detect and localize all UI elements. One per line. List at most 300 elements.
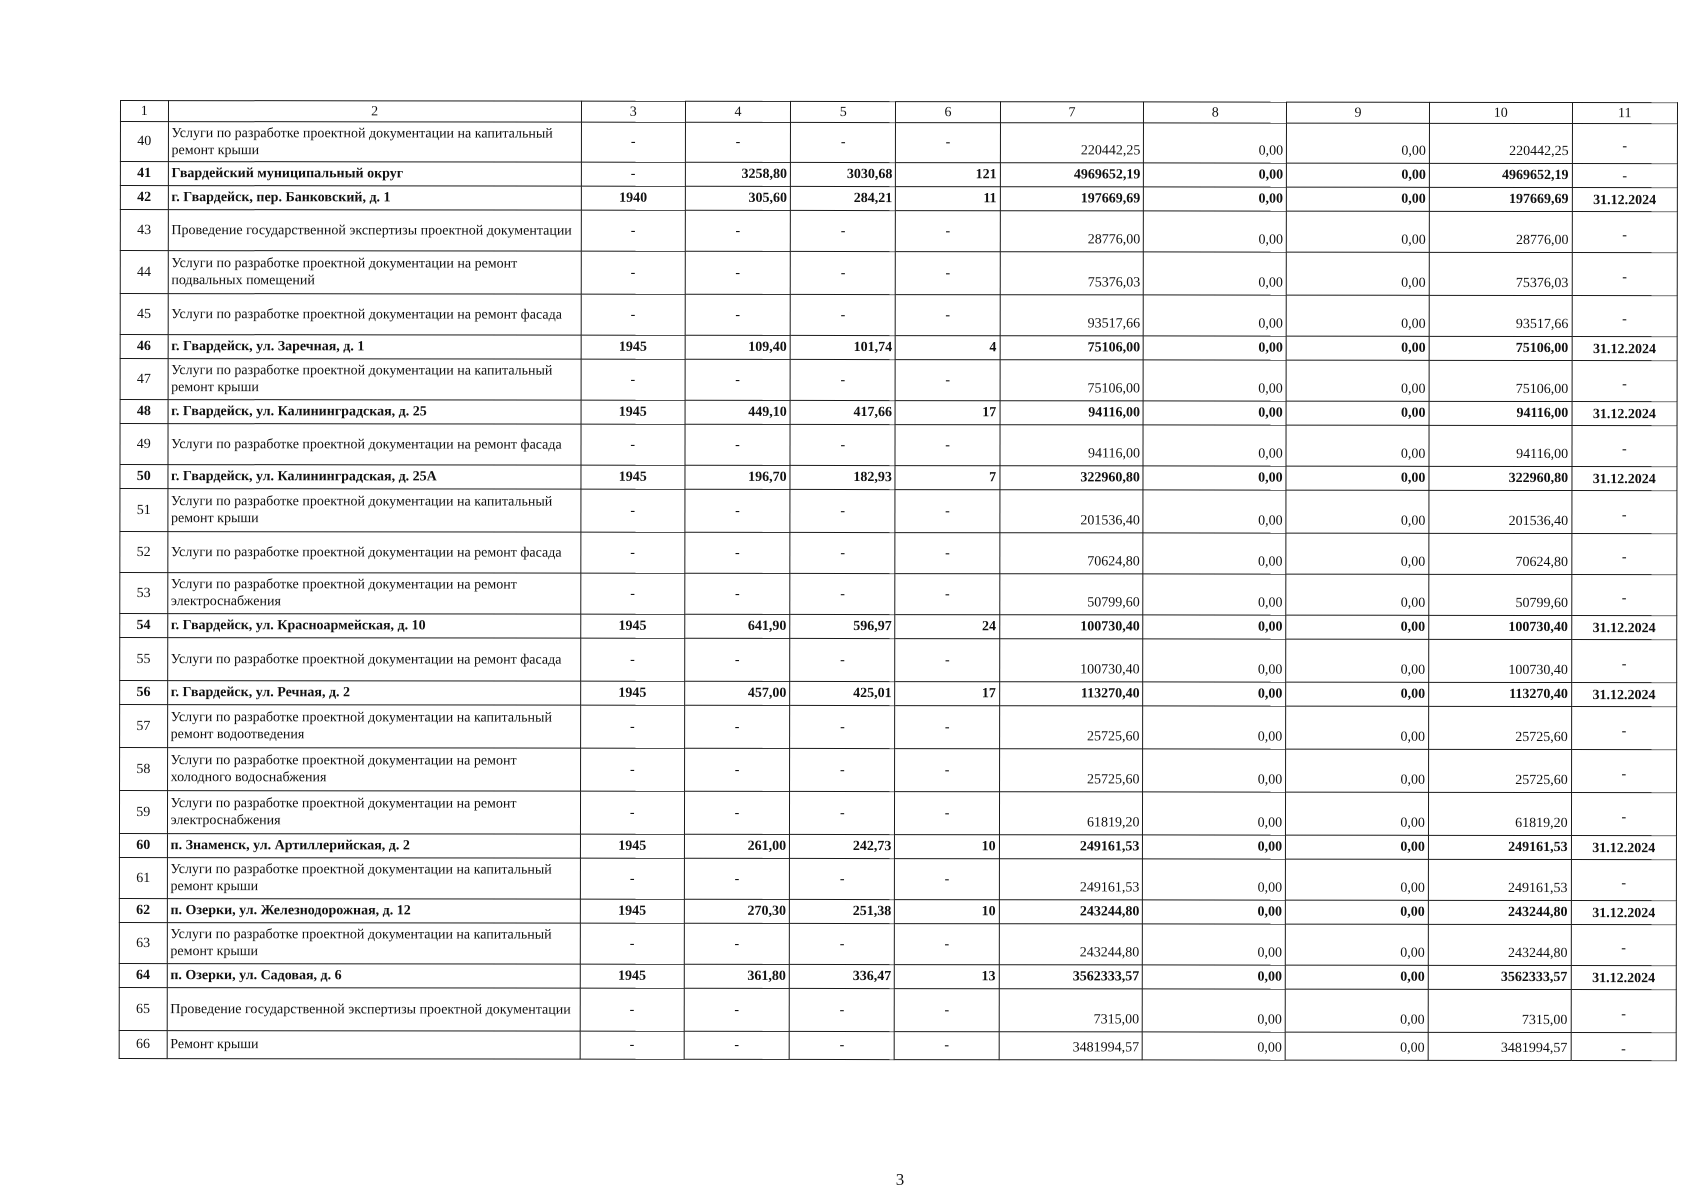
owners-cost-cell: 243244,80 — [1428, 900, 1571, 924]
table-row — [120, 705, 1677, 750]
item-name-cell: Проведение государственной экспертизы проектной документации — [167, 988, 580, 1032]
completion-date-cell: - — [1571, 860, 1676, 901]
other-cost-cell: 0,00 — [1286, 490, 1429, 533]
owners-cost-cell: 220442,25 — [1429, 123, 1572, 163]
total-area-cell: - — [685, 573, 790, 614]
living-area-cell: 417,66 — [790, 400, 895, 424]
living-area-cell: - — [790, 638, 895, 681]
living-area-cell: - — [790, 791, 895, 834]
total-cost-cell: 113270,40 — [999, 682, 1143, 706]
item-name-cell: Услуги по разработке проектной документации на ремонт фасада — [168, 294, 581, 336]
owners-cost-cell: 25725,60 — [1429, 706, 1572, 749]
other-cost-cell: 0,00 — [1286, 252, 1429, 295]
item-name-cell: г. Гвардейск, ул. Речная, д. 2 — [167, 681, 580, 706]
completion-date-cell: - — [1572, 491, 1677, 534]
other-cost-cell: 0,00 — [1287, 187, 1430, 211]
other-cost-cell: 0,00 — [1286, 533, 1429, 574]
row-number-cell: 65 — [119, 987, 167, 1030]
other-cost-cell: 0,00 — [1286, 401, 1429, 425]
table-row-address — [120, 400, 1677, 426]
row-number-cell: 54 — [120, 614, 168, 638]
completion-date-cell: 31.12.2024 — [1571, 966, 1676, 990]
item-name-cell: Услуги по разработке проектной документации на капитальный ремонт крыши — [167, 489, 580, 533]
build-year-cell: - — [581, 251, 685, 294]
total-area-cell: - — [684, 705, 789, 748]
total-area-cell: 305,60 — [685, 186, 790, 210]
table-body — [119, 122, 1677, 1061]
residents-cell: 17 — [895, 682, 999, 706]
total-cost-cell: 94116,00 — [1000, 401, 1144, 425]
build-year-cell: - — [581, 162, 685, 186]
living-area-cell: - — [790, 705, 895, 748]
total-cost-cell: 243244,80 — [999, 900, 1143, 924]
living-area-cell: 251,38 — [790, 899, 895, 923]
row-number-cell: 43 — [120, 210, 168, 251]
living-area-cell: 242,73 — [790, 834, 895, 858]
residents-cell: - — [896, 360, 1000, 401]
fund-cost-cell: 0,00 — [1144, 163, 1287, 187]
completion-date-cell: - — [1572, 212, 1677, 253]
total-cost-cell: 100730,40 — [999, 615, 1143, 639]
row-number-cell: 60 — [119, 834, 167, 858]
total-cost-cell: 75106,00 — [1000, 336, 1144, 360]
fund-cost-cell: 0,00 — [1143, 749, 1286, 792]
fund-cost-cell: 0,00 — [1143, 792, 1286, 835]
row-number-cell: 55 — [120, 638, 168, 681]
build-year-cell: 1945 — [581, 335, 685, 359]
owners-cost-cell: 7315,00 — [1428, 989, 1571, 1032]
build-year-cell: - — [580, 638, 684, 681]
total-area-cell: - — [684, 858, 789, 899]
fund-cost-cell: 0,00 — [1144, 360, 1287, 401]
row-number-cell: 64 — [119, 963, 167, 987]
table-row — [120, 489, 1677, 534]
owners-cost-cell: 75106,00 — [1429, 360, 1572, 401]
other-cost-cell: 0,00 — [1285, 965, 1428, 989]
total-area-cell: 641,90 — [685, 614, 790, 638]
other-cost-cell: 0,00 — [1286, 574, 1429, 615]
build-year-cell: 1945 — [580, 899, 684, 923]
residents-cell: - — [895, 1032, 999, 1060]
header-cell: 7 — [1000, 102, 1144, 123]
row-number-cell: 63 — [119, 922, 167, 963]
item-name-cell: Ремонт крыши — [167, 1031, 580, 1060]
build-year-cell: - — [580, 532, 684, 573]
owners-cost-cell: 113270,40 — [1429, 682, 1572, 706]
total-area-cell: - — [685, 251, 790, 294]
residents-cell: - — [895, 490, 999, 533]
total-area-cell: - — [684, 791, 789, 834]
table-row-address — [119, 898, 1676, 924]
other-cost-cell: 0,00 — [1286, 792, 1429, 835]
residents-cell: 10 — [895, 835, 999, 859]
row-number-cell: 49 — [120, 424, 168, 465]
build-year-cell: 1945 — [581, 400, 685, 424]
other-cost-cell: 0,00 — [1287, 163, 1430, 187]
row-number-cell: 58 — [120, 748, 168, 791]
build-year-cell: 1945 — [580, 614, 684, 638]
completion-date-cell: 31.12.2024 — [1572, 337, 1677, 361]
item-name-cell: Услуги по разработке проектной документации на ремонт фасада — [167, 638, 580, 682]
total-cost-cell: 249161,53 — [999, 859, 1143, 900]
total-area-cell: - — [685, 359, 790, 400]
total-area-cell: - — [684, 988, 789, 1031]
build-year-cell: - — [581, 424, 685, 465]
build-year-cell: - — [581, 294, 685, 335]
residents-cell: - — [895, 989, 999, 1032]
total-area-cell: - — [684, 1031, 789, 1059]
total-area-cell: 196,70 — [685, 465, 790, 489]
living-area-cell: 284,21 — [791, 186, 896, 210]
other-cost-cell: 0,00 — [1286, 749, 1429, 792]
total-cost-cell: 94116,00 — [1000, 425, 1144, 466]
fund-cost-cell: 0,00 — [1144, 252, 1287, 295]
living-area-cell: - — [791, 122, 896, 162]
other-cost-cell: 0,00 — [1286, 639, 1429, 682]
living-area-cell: - — [790, 489, 895, 532]
row-number-cell: 62 — [119, 898, 167, 922]
total-cost-cell: 249161,53 — [999, 835, 1143, 859]
completion-date-cell: - — [1571, 1033, 1676, 1061]
fund-cost-cell: 0,00 — [1143, 466, 1286, 490]
build-year-cell: - — [581, 359, 685, 400]
item-name-cell: Гвардейский муниципальный округ — [168, 162, 581, 187]
capital-repair-table — [119, 100, 1678, 1061]
item-name-cell: п. Знаменск, ул. Артиллерийская, д. 2 — [167, 834, 580, 859]
owners-cost-cell: 50799,60 — [1429, 574, 1572, 615]
total-cost-cell: 3481994,57 — [999, 1032, 1143, 1060]
other-cost-cell: 0,00 — [1285, 989, 1428, 1032]
total-cost-cell: 93517,66 — [1000, 295, 1144, 336]
completion-date-cell: 31.12.2024 — [1571, 901, 1676, 925]
owners-cost-cell: 3481994,57 — [1428, 1032, 1571, 1060]
total-cost-cell: 70624,80 — [1000, 533, 1144, 574]
build-year-cell: 1945 — [581, 465, 685, 489]
fund-cost-cell: 0,00 — [1143, 835, 1286, 859]
header-cell: 3 — [581, 101, 685, 122]
owners-cost-cell: 94116,00 — [1429, 425, 1572, 466]
table-row — [120, 424, 1677, 467]
total-area-cell: - — [685, 532, 790, 573]
total-area-cell: - — [685, 294, 790, 335]
item-name-cell: Услуги по разработке проектной документации на ремонт подвальных помещений — [168, 251, 581, 295]
build-year-cell: 1945 — [580, 681, 684, 705]
total-area-cell: - — [684, 748, 789, 791]
completion-date-cell: 31.12.2024 — [1572, 402, 1677, 426]
fund-cost-cell: 0,00 — [1144, 336, 1287, 360]
header-cell: 9 — [1287, 102, 1430, 123]
residents-cell: - — [895, 859, 999, 900]
build-year-cell: 1945 — [580, 964, 684, 988]
residents-cell: - — [895, 792, 999, 835]
completion-date-cell: - — [1572, 361, 1677, 402]
total-area-cell: 361,80 — [684, 964, 789, 988]
header-cell: 5 — [791, 101, 896, 122]
completion-date-cell: 31.12.2024 — [1572, 467, 1677, 491]
table-row-address — [119, 963, 1676, 989]
residents-cell: 7 — [895, 466, 999, 490]
residents-cell: 11 — [896, 187, 1000, 211]
other-cost-cell: 0,00 — [1286, 295, 1429, 336]
item-name-cell: Услуги по разработке проектной документации на ремонт электроснабжения — [167, 791, 580, 835]
item-name-cell: Проведение государственной экспертизы проектной документации — [168, 210, 581, 252]
owners-cost-cell: 197669,69 — [1429, 187, 1572, 211]
table-row — [119, 922, 1676, 965]
living-area-cell: 596,97 — [790, 614, 895, 638]
header-cell: 4 — [685, 101, 790, 122]
owners-cost-cell: 4969652,19 — [1429, 163, 1572, 187]
table-row-address — [120, 681, 1677, 707]
total-area-cell: 270,30 — [684, 899, 789, 923]
completion-date-cell: 31.12.2024 — [1571, 836, 1676, 860]
row-number-cell: 51 — [120, 489, 168, 532]
item-name-cell: Услуги по разработке проектной документации на капитальный ремонт водоотведения — [167, 705, 580, 749]
living-area-cell: 3030,68 — [791, 162, 896, 186]
other-cost-cell: 0,00 — [1286, 682, 1429, 706]
other-cost-cell: 0,00 — [1286, 706, 1429, 749]
row-number-cell: 41 — [120, 162, 168, 186]
fund-cost-cell: 0,00 — [1143, 639, 1286, 682]
residents-cell: - — [895, 533, 999, 574]
fund-cost-cell: 0,00 — [1143, 706, 1286, 749]
item-name-cell: Услуги по разработке проектной документации на капитальный ремонт крыши — [168, 359, 581, 401]
residents-cell: - — [895, 924, 999, 965]
living-area-cell: - — [790, 573, 895, 614]
build-year-cell: - — [581, 122, 685, 162]
completion-date-cell: - — [1571, 534, 1676, 575]
item-name-cell: п. Озерки, ул. Железнодорожная, д. 12 — [167, 899, 580, 924]
row-number-cell: 59 — [119, 791, 167, 834]
fund-cost-cell: 0,00 — [1144, 123, 1287, 163]
other-cost-cell: 0,00 — [1286, 615, 1429, 639]
header-cell: 8 — [1144, 102, 1287, 123]
total-area-cell: - — [684, 923, 789, 964]
build-year-cell: - — [580, 988, 684, 1031]
completion-date-cell: - — [1571, 925, 1676, 966]
residents-cell: - — [896, 123, 1000, 163]
fund-cost-cell: 0,00 — [1143, 989, 1286, 1032]
living-area-cell: - — [790, 424, 895, 465]
row-number-cell: 40 — [120, 122, 168, 162]
completion-date-cell: 31.12.2024 — [1571, 683, 1676, 707]
other-cost-cell: 0,00 — [1287, 123, 1430, 163]
fund-cost-cell: 0,00 — [1144, 211, 1287, 252]
residents-cell: - — [895, 574, 999, 615]
owners-cost-cell: 249161,53 — [1428, 835, 1571, 859]
residents-cell: - — [896, 295, 1000, 336]
build-year-cell: - — [581, 210, 685, 251]
item-name-cell: г. Гвардейск, ул. Калининградская, д. 25 — [168, 400, 581, 425]
total-cost-cell: 201536,40 — [1000, 490, 1144, 533]
owners-cost-cell: 94116,00 — [1429, 401, 1572, 425]
completion-date-cell: 31.12.2024 — [1572, 188, 1677, 212]
residents-cell: - — [895, 639, 999, 682]
table-row — [120, 122, 1677, 164]
total-area-cell: 3258,80 — [685, 162, 790, 186]
completion-date-cell: - — [1571, 750, 1676, 793]
owners-cost-cell: 61819,20 — [1428, 792, 1571, 835]
fund-cost-cell: 0,00 — [1143, 533, 1286, 574]
item-name-cell: Услуги по разработке проектной документации на капитальный ремонт крыши — [168, 122, 581, 163]
living-area-cell: - — [789, 923, 894, 964]
fund-cost-cell: 0,00 — [1143, 425, 1286, 466]
owners-cost-cell: 93517,66 — [1429, 295, 1572, 336]
completion-date-cell: - — [1571, 793, 1676, 836]
fund-cost-cell: 0,00 — [1143, 1032, 1286, 1060]
total-cost-cell: 75376,03 — [1000, 252, 1144, 295]
total-area-cell: 109,40 — [685, 335, 790, 359]
build-year-cell: - — [580, 573, 684, 614]
header-cell: 10 — [1429, 102, 1572, 123]
item-name-cell: г. Гвардейск, ул. Заречная, д. 1 — [168, 335, 581, 360]
owners-cost-cell: 28776,00 — [1429, 211, 1572, 252]
total-area-cell: 457,00 — [685, 681, 790, 705]
other-cost-cell: 0,00 — [1286, 336, 1429, 360]
completion-date-cell: - — [1571, 575, 1676, 616]
table-row — [119, 987, 1676, 1032]
living-area-cell: - — [790, 359, 895, 400]
row-number-cell: 66 — [119, 1030, 167, 1058]
living-area-cell: 336,47 — [789, 964, 894, 988]
owners-cost-cell: 75376,03 — [1429, 252, 1572, 295]
fund-cost-cell: 0,00 — [1143, 859, 1286, 900]
total-area-cell: - — [685, 638, 790, 681]
header-cell: 11 — [1572, 103, 1677, 124]
item-name-cell: Услуги по разработке проектной документации на ремонт электроснабжения — [167, 573, 580, 615]
owners-cost-cell: 249161,53 — [1428, 859, 1571, 900]
item-name-cell: Услуги по разработке проектной документации на ремонт фасада — [167, 532, 580, 574]
owners-cost-cell: 75106,00 — [1429, 336, 1572, 360]
owners-cost-cell: 70624,80 — [1429, 533, 1572, 574]
total-cost-cell: 197669,69 — [1000, 187, 1144, 211]
build-year-cell: - — [580, 705, 684, 748]
living-area-cell: - — [790, 251, 895, 294]
residents-cell: - — [895, 749, 999, 792]
living-area-cell: 182,93 — [790, 465, 895, 489]
residents-cell: - — [896, 252, 1000, 295]
item-name-cell: Услуги по разработке проектной документации на капитальный ремонт крыши — [167, 923, 580, 965]
table-row — [120, 294, 1677, 337]
residents-cell: 24 — [895, 615, 999, 639]
residents-cell: 121 — [896, 163, 1000, 187]
table-row — [120, 638, 1677, 683]
total-area-cell: - — [685, 489, 790, 532]
living-area-cell: - — [790, 294, 895, 335]
fund-cost-cell: 0,00 — [1143, 490, 1286, 533]
header-cell: 6 — [896, 102, 1000, 123]
table-row — [119, 857, 1676, 900]
total-area-cell: - — [685, 210, 790, 251]
total-cost-cell: 243244,80 — [999, 924, 1143, 965]
fund-cost-cell: 0,00 — [1144, 401, 1287, 425]
other-cost-cell: 0,00 — [1286, 835, 1429, 859]
completion-date-cell: - — [1572, 426, 1677, 467]
build-year-cell: - — [580, 858, 684, 899]
item-name-cell: Услуги по разработке проектной документации на ремонт фасада — [168, 424, 581, 466]
fund-cost-cell: 0,00 — [1143, 965, 1286, 989]
completion-date-cell: - — [1571, 707, 1676, 750]
total-area-cell: - — [685, 122, 790, 162]
total-cost-cell: 28776,00 — [1000, 211, 1144, 252]
table-row — [120, 210, 1677, 253]
total-area-cell: 449,10 — [685, 400, 790, 424]
other-cost-cell: 0,00 — [1286, 859, 1429, 900]
total-cost-cell: 61819,20 — [999, 792, 1143, 835]
completion-date-cell: - — [1571, 990, 1676, 1033]
page-number: 3 — [895, 1170, 905, 1189]
other-cost-cell: 0,00 — [1286, 425, 1429, 466]
header-cell: 1 — [120, 101, 168, 122]
total-cost-cell: 3562333,57 — [999, 965, 1143, 989]
build-year-cell: - — [580, 748, 684, 791]
row-number-cell: 50 — [120, 465, 168, 489]
item-name-cell: г. Гвардейск, пер. Банковский, д. 1 — [168, 186, 581, 211]
total-area-cell: 261,00 — [684, 834, 789, 858]
other-cost-cell: 0,00 — [1286, 466, 1429, 490]
total-cost-cell: 75106,00 — [1000, 360, 1144, 401]
item-name-cell: п. Озерки, ул. Садовая, д. 6 — [167, 964, 580, 989]
build-year-cell: - — [581, 489, 685, 532]
table-row — [120, 532, 1677, 575]
table-row — [120, 573, 1677, 616]
table-row-address — [120, 614, 1677, 640]
total-cost-cell: 322960,80 — [1000, 466, 1144, 490]
total-cost-cell: 25725,60 — [999, 749, 1143, 792]
living-area-cell: - — [790, 210, 895, 251]
row-number-cell: 47 — [120, 359, 168, 400]
other-cost-cell: 0,00 — [1286, 211, 1429, 252]
residents-cell: 13 — [895, 965, 999, 989]
residents-cell: 4 — [896, 336, 1000, 360]
fund-cost-cell: 0,00 — [1143, 682, 1286, 706]
item-name-cell: г. Гвардейск, ул. Калининградская, д. 25А — [168, 465, 581, 490]
total-cost-cell: 100730,40 — [999, 639, 1143, 682]
living-area-cell: 425,01 — [790, 681, 895, 705]
fund-cost-cell: 0,00 — [1143, 924, 1286, 965]
build-year-cell: - — [580, 1031, 684, 1059]
living-area-cell: - — [790, 532, 895, 573]
other-cost-cell: 0,00 — [1285, 1032, 1428, 1060]
header-cell: 2 — [168, 101, 581, 123]
owners-cost-cell: 243244,80 — [1428, 924, 1571, 965]
table-row — [119, 791, 1676, 836]
total-cost-cell: 50799,60 — [999, 574, 1143, 615]
row-number-cell: 48 — [120, 400, 168, 424]
build-year-cell: - — [580, 791, 684, 834]
fund-cost-cell: 0,00 — [1143, 900, 1286, 924]
row-number-cell: 42 — [120, 186, 168, 210]
other-cost-cell: 0,00 — [1285, 924, 1428, 965]
table-row-address — [120, 335, 1677, 361]
total-area-cell: - — [685, 424, 790, 465]
total-cost-cell: 220442,25 — [1000, 123, 1144, 163]
owners-cost-cell: 201536,40 — [1429, 490, 1572, 533]
completion-date-cell: 31.12.2024 — [1571, 616, 1676, 640]
residents-cell: - — [895, 425, 999, 466]
row-number-cell: 46 — [120, 335, 168, 359]
row-number-cell: 44 — [120, 251, 168, 294]
table-row — [120, 748, 1677, 793]
completion-date-cell: - — [1572, 253, 1677, 296]
living-area-cell: - — [789, 988, 894, 1031]
table-row — [120, 359, 1677, 402]
owners-cost-cell: 322960,80 — [1429, 466, 1572, 490]
table-row-address — [120, 162, 1677, 188]
item-name-cell: г. Гвардейск, ул. Красноармейская, д. 10 — [167, 614, 580, 639]
owners-cost-cell: 100730,40 — [1429, 615, 1572, 639]
total-cost-cell: 4969652,19 — [1000, 163, 1144, 187]
table-row-address — [120, 186, 1677, 212]
